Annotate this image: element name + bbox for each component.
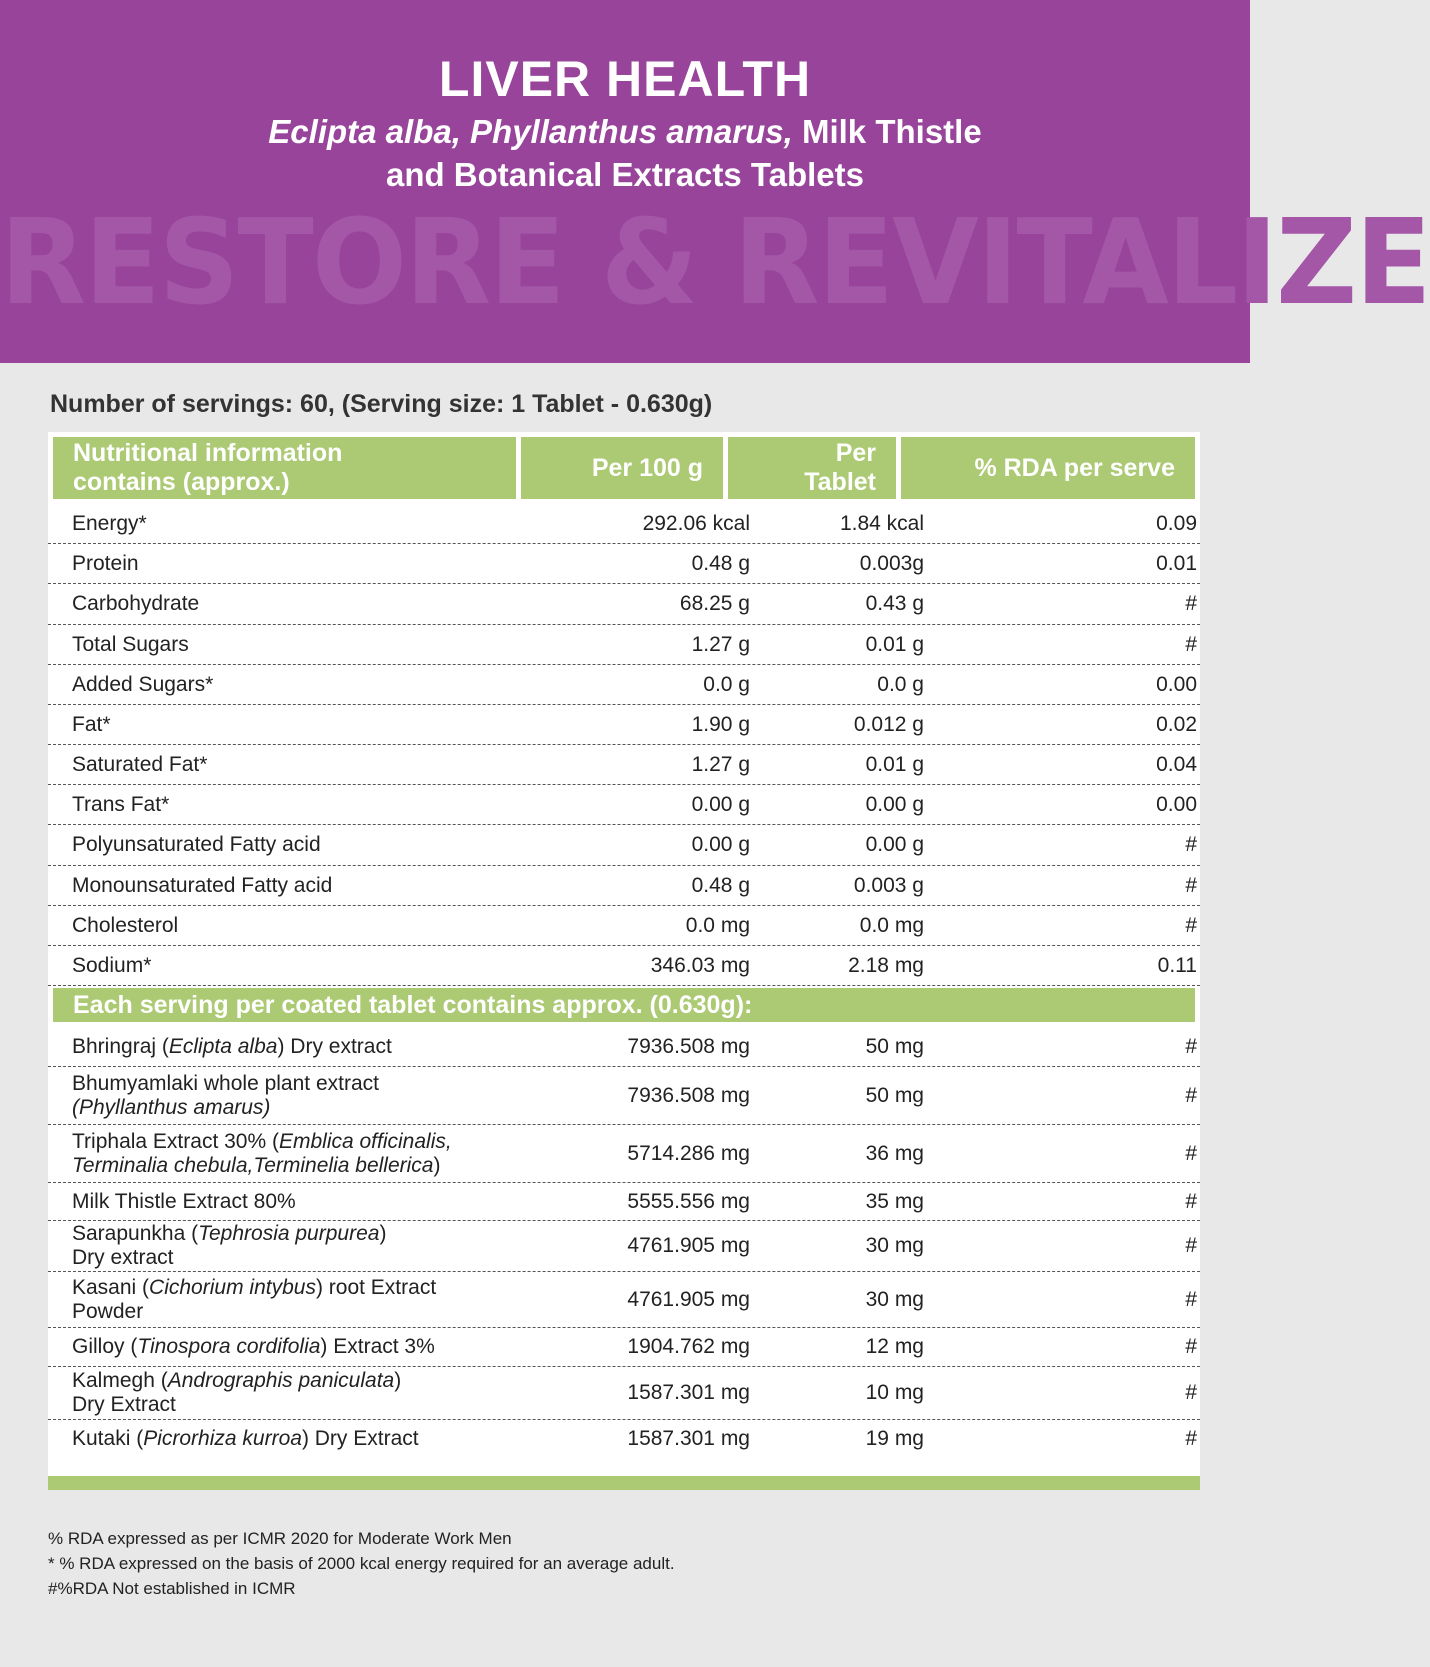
per-100g-value: 0.48 g [691,551,750,575]
subtitle-line-2: and Botanical Extracts Tablets [385,156,865,193]
page-title: LIVER HEALTH [438,51,812,107]
ingredient-name [72,1328,542,1366]
per-tablet-value: 0.01 g [865,632,924,656]
footnote-2: * % RDA expressed on the basis of 2000 kcal energy required for an average adult. [48,1554,675,1573]
per-100g-value: 0.0 mg [685,913,750,937]
nutrient-name: Polyunsaturated Fatty acid [72,833,321,856]
table-row [48,866,1200,906]
ingredient-name-part: Milk Thistle Extract 80% [72,1189,296,1213]
section-title-bar: Each serving per coated tablet contains approx. (0.630g): [53,988,1195,1022]
header-nutritional-info-label: Nutritional information contains (approx.) [73,439,343,496]
ingredient-name-part: Bhringraj ( [72,1035,169,1058]
nutrient-name: Monounsaturated Fatty acid [72,873,333,897]
rda-value: 0.11 [1157,953,1197,977]
ingredient-name-part: (Phyllanthus amarus) [72,1095,271,1119]
table-row [48,906,1200,946]
footnote-3: #%RDA Not established in ICMR [48,1579,296,1598]
per-tablet-value: 0.43 g [865,592,924,615]
rda-value: # [1185,833,1197,856]
ingredient-name-part: Emblica officinalis, [278,1129,452,1153]
table-row [48,584,1200,625]
per-tablet-value: 36 mg [865,1141,924,1165]
per-tablet-value: 0.0 mg [859,913,924,937]
ingredient-name-text [72,1072,379,1120]
ingredient-name-part: ) [379,1222,387,1245]
per-100g-value: 0.48 g [691,873,750,897]
nutrient-name: Sodium* [72,953,152,977]
rda-value: 0.00 [1156,792,1197,816]
ingredient-name-part: Kalmegh ( [72,1369,168,1392]
subtitle-italic-part: Eclipta alba, Phyllanthus amarus, [268,113,793,150]
ingredient-name-part: ) Dry extract [277,1035,392,1058]
ingredient-name-part: Powder [72,1299,144,1323]
ingredient-name-text [72,1130,452,1178]
ingredient-name-text [72,1335,435,1359]
table-row [48,544,1200,584]
table-header [53,437,1195,499]
ingredient-name-part: Gilloy ( [72,1335,138,1358]
per-tablet-value: 0.012 g [853,712,924,736]
ingredient-name-part: ) Extract 3% [320,1335,435,1358]
ingredient-name-part: Kutaki ( [72,1427,144,1450]
per-tablet-value: 35 mg [865,1189,924,1213]
table-row [48,1272,1200,1328]
per-100g-value: 0.00 g [691,792,750,816]
table-row [48,705,1200,745]
ingredient-name-part: Terminalia chebula,Terminelia bellerica [72,1153,434,1177]
ingredient-name [72,1183,542,1220]
per-100g-value: 1.27 g [691,752,750,776]
rda-value: # [1185,1189,1197,1213]
ingredient-name [72,1125,542,1182]
nutrient-name: Cholesterol [72,913,179,937]
per-tablet-value: 19 mg [865,1427,924,1450]
per-tablet-value: 30 mg [865,1287,924,1311]
ingredient-name [72,1420,542,1458]
nutrient-name: Total Sugars [72,632,189,656]
per-tablet-value: 30 mg [865,1234,924,1257]
per-100g-value: 5714.286 mg [627,1141,750,1165]
nutrient-name: Fat* [72,712,111,736]
table-row [48,785,1200,825]
rda-value: # [1185,1234,1197,1257]
table-row [48,745,1200,785]
ingredient-name-part: Eclipta alba [168,1035,278,1058]
footnote-1: % RDA expressed as per ICMR 2020 for Moderate Work Men [48,1529,512,1548]
ingredient-name-part: ) [394,1369,402,1392]
rda-value: 0.04 [1156,752,1197,776]
table-row [48,946,1200,986]
header-banner [0,0,1430,363]
per-100g-value: 0.00 g [691,833,750,856]
rda-value: 0.00 [1156,672,1197,696]
rda-value: # [1185,1381,1197,1404]
servings-info: Number of servings: 60, (Serving size: 1 Tablet - 0.630g) [50,390,713,418]
per-100g-value: 1904.762 mg [627,1335,750,1358]
per-100g-value: 292.06 kcal [642,511,750,535]
per-100g-value: 1587.301 mg [627,1381,750,1404]
rda-value: # [1185,592,1197,615]
nutrient-name: Protein [72,551,139,575]
table-row [48,1367,1200,1420]
table-row [48,1221,1200,1272]
nutrient-name: Added Sugars* [72,672,214,696]
footnotes [48,1526,675,1601]
rda-value: # [1185,632,1197,656]
per-tablet-value: 50 mg [865,1083,924,1107]
ingredient-name-part: Andrographis paniculata [167,1369,395,1392]
ingredient-name-part: Tephrosia purpurea [198,1222,380,1245]
per-tablet-value: 2.18 mg [848,953,924,977]
header-per-tablet-label: Per Tablet [804,439,876,496]
table-row [48,1420,1200,1458]
ingredient-name-text [72,1369,401,1417]
header-nutritional-info [53,437,516,499]
nutrition-table [48,432,1200,1490]
ingredient-name-part: Kasani ( [72,1275,150,1299]
ingredient-name-part: Sarapunkha ( [72,1222,199,1245]
table-bottom-bar [48,1476,1200,1490]
per-100g-value: 5555.556 mg [627,1189,750,1213]
per-tablet-value: 0.00 g [865,833,924,856]
rda-value: # [1185,913,1197,937]
ingredient-name-text [72,1190,296,1214]
subtitle-line-1 [0,110,1250,153]
table-row [48,1183,1200,1221]
per-tablet-value: 10 mg [865,1381,924,1404]
ingredient-name-part: Bhumyamlaki whole plant extract [72,1071,379,1095]
watermark-slogan: RESTORE & REVITALIZE [0,194,1430,332]
per-100g-value: 68.25 g [679,592,750,615]
ingredient-name-part: Tinospora cordifolia [137,1335,321,1358]
per-100g-value: 1.90 g [691,712,750,736]
per-tablet-value: 0.003 g [853,873,924,897]
per-100g-value: 0.0 g [703,672,750,696]
ingredient-name-text [72,1035,392,1059]
table-row [48,504,1200,544]
ingredient-name [72,1067,542,1124]
nutrient-name: Saturated Fat* [72,752,208,776]
table-row [48,1125,1200,1183]
rda-value: # [1185,1335,1197,1358]
rda-value: 0.09 [1156,511,1197,535]
rda-value: # [1185,1083,1197,1107]
ingredient-name-part: Dry Extract [72,1393,176,1416]
per-100g-value: 1.27 g [691,632,750,656]
nutrient-name: Carbohydrate [72,592,200,615]
per-100g-value: 346.03 mg [650,953,750,977]
table-row [48,1328,1200,1367]
per-tablet-value: 50 mg [865,1035,924,1058]
subtitle-regular-part: Milk Thistle [792,113,982,150]
per-100g-value: 4761.905 mg [627,1234,750,1257]
header-per-tablet [728,437,896,499]
nutrient-name: Trans Fat* [72,792,170,816]
ingredient-name [72,1272,542,1327]
per-tablet-value: 0.003g [859,551,924,575]
ingredient-name [72,1028,542,1066]
rda-value: 0.01 [1156,551,1197,575]
per-tablet-value: 0.00 g [865,792,924,816]
ingredient-name-part: Cichorium intybus [149,1275,316,1299]
rda-value: # [1185,1287,1197,1311]
table-row [48,625,1200,665]
per-tablet-value: 0.01 g [865,752,924,776]
per-tablet-value: 12 mg [865,1335,924,1358]
nutrient-name: Energy* [72,511,147,535]
ingredient-name-text [72,1276,436,1324]
ingredient-name-part: ) [433,1153,441,1177]
header-rda: % RDA per serve [901,437,1195,499]
table-row [48,665,1200,705]
ingredient-name-text [72,1427,419,1451]
table-row [48,1067,1200,1125]
per-100g-value: 1587.301 mg [627,1427,750,1450]
ingredient-name-part: Triphala Extract 30% ( [72,1129,279,1153]
header-per-100g: Per 100 g [521,437,723,499]
product-subtitle [0,110,1250,196]
per-tablet-value: 1.84 kcal [839,511,924,535]
rda-value: # [1185,873,1197,897]
rda-value: # [1185,1427,1197,1450]
ingredient-name-part: Dry extract [72,1246,174,1269]
per-100g-value: 4761.905 mg [627,1287,750,1311]
table-row [48,825,1200,866]
per-tablet-value: 0.0 g [877,672,924,696]
ingredient-name-part: ) Dry Extract [301,1427,419,1450]
ingredient-name-part: ) root Extract [315,1275,437,1299]
rda-value: # [1185,1141,1197,1165]
ingredient-name-part: Picrorhiza kurroa [143,1427,302,1450]
per-100g-value: 7936.508 mg [627,1083,750,1107]
rda-value: 0.02 [1156,712,1197,736]
ingredient-name-text [72,1222,386,1270]
rda-value: # [1185,1035,1197,1058]
ingredient-name [72,1221,542,1271]
per-100g-value: 7936.508 mg [627,1035,750,1058]
ingredient-name [72,1367,542,1419]
table-row [48,1028,1200,1067]
